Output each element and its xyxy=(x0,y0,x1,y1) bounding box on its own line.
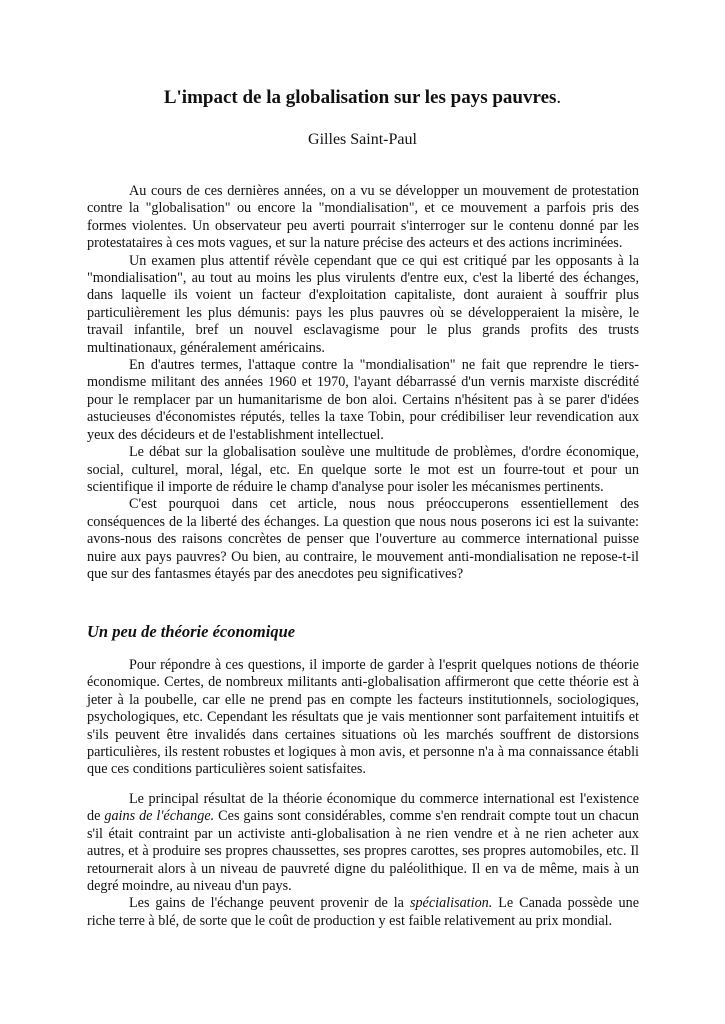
document-author: Gilles Saint-Paul xyxy=(308,131,417,148)
section-heading: Un peu de théorie économique xyxy=(87,622,296,641)
title-period: . xyxy=(556,87,562,108)
document-title xyxy=(0,86,725,110)
paragraph xyxy=(87,791,639,895)
paragraph-text: Les gains de l'échange peuvent provenir de la xyxy=(129,895,410,912)
paragraph: Au cours de ces dernières années, on a vu se développer un mouvement de protestation contre la "globalisation" ou encore la "mondialisation", et ce mouvement a parfois pris des formes violentes. Un observateur peu averti pourrait s'interroger sur le contenu donné par les protestataires à ces mots vagues, et sur la nature précise des acteurs et des actions incriminées. xyxy=(87,183,639,252)
intro-section xyxy=(87,183,639,583)
paragraph-text: Le Canada possède une riche terre à blé, de sorte que le coût de production y est faible relativement au prix mondial. xyxy=(87,895,639,929)
theory-section-part-1 xyxy=(87,657,639,779)
paragraph: Un examen plus attentif révèle cependant que ce qui est critiqué par les opposants à la "mondialisation", au tout au moins les plus virulents d'entre eux, c'est la liberté des échanges, dans laquelle ils voient un facteur d'exploitation capitaliste, dont auraient à souffrir plus particulièrement les plus démunis: pays les plus pauvres où se développeraient la misère, le travail infantile, bref un nouvel esclavagisme pour le plus grands profits des trusts multinationaux, généralement américains. xyxy=(87,252,639,356)
emphasis-text: gains de l'échange. xyxy=(104,808,215,825)
title-text: L'impact de la globalisation sur les pays pauvres xyxy=(163,87,557,108)
emphasis-text: spécialisation. xyxy=(409,895,493,912)
paragraph xyxy=(87,895,639,930)
paragraph: C'est pourquoi dans cet article, nous nous préoccuperons essentiellement des conséquences de la liberté des échanges. La question que nous nous poserons ici est la suivante: avons-nous des raisons concrètes de penser que l'ouverture au commerce international puisse nuire aux pays pauvres? Ou bien, au contraire, le mouvement anti-mondialisation ne repose-t-il que sur des fantasmes étayés par des anecdotes peu significatives? xyxy=(87,496,639,582)
paragraph: Le débat sur la globalisation soulève une multitude de problèmes, d'ordre économique, social, culturel, moral, légal, etc. En quelque sorte le mot est un fourre-tout et pour un scientifique il importe de réduire le champ d'analyse pour isoler les mécanismes pertinents. xyxy=(87,444,639,495)
paragraph-text: Le principal résultat de la théorie économique du commerce international est l'existence de xyxy=(87,791,639,825)
paragraph-text: Ces gains sont considérables, comme s'en rendrait compte tout un chacun s'il était contraint par un activiste anti-globalisation à ne rien vendre et à ne rien acheter aux autres, et à produire ses propres chaussettes, ses propres carottes, ses propres automobiles, etc. Il retournerait alors à un niveau de pauvreté digne du paléolithique. Il en va de même, mais à un degré moindre, au niveau d'un pays. xyxy=(87,808,639,895)
paragraph: En d'autres termes, l'attaque contre la "mondialisation" ne fait que reprendre le tiers-mondisme militant des années 1960 et 1970, l'ayant débarrassé d'un vernis marxiste discrédité pour le remplacer par un humanitarisme de bon aloi. Certains n'hésitent pas à se parer d'idées astucieuses d'économistes réputés, telles la taxe Tobin, pour crédibiliser leur revendication aux yeux des décideurs et de l'establishment intellectuel. xyxy=(87,357,639,443)
theory-section-part-2 xyxy=(87,791,639,930)
paragraph: Pour répondre à ces questions, il importe de garder à l'esprit quelques notions de théorie économique. Certes, de nombreux militants anti-globalisation affirmeront que cette théorie est à jeter à la poubelle, car elle ne prend pas en compte les facteurs institutionnels, sociologiques, psychologiques, etc. Cependant les résultats que je vais mentionner sont parfaitement intuitifs et s'ils peuvent être invalidés dans certaines situations où les marchés souffrent de distorsions particulières, ils restent robustes et logiques à mon avis, et personne n'a à ma connaissance établi que ces conditions particulières soient satisfaites. xyxy=(87,657,639,778)
